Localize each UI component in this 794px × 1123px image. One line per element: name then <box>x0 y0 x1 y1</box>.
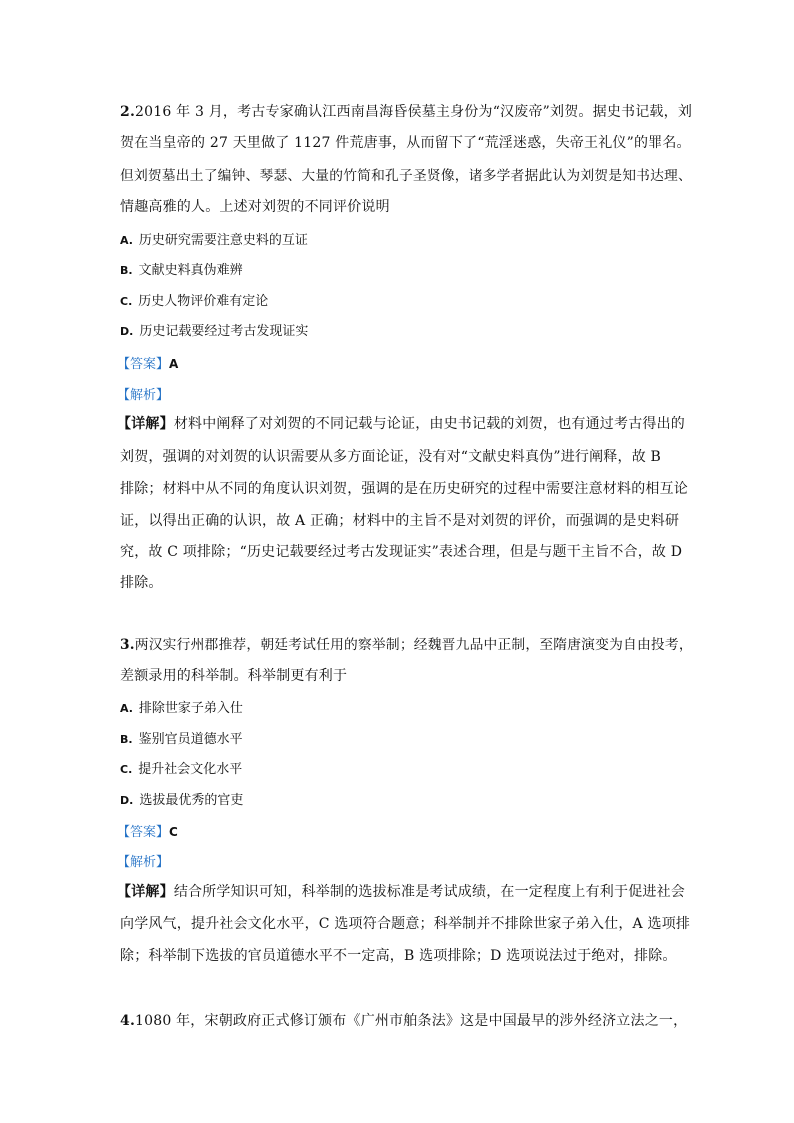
q3-option-b-text: 鉴别官员道德水平 <box>138 732 243 747</box>
q3-option-c <box>120 758 242 777</box>
q2-answer-value: A <box>169 357 179 371</box>
q3-detail-line-3: 除；科举制下选拔的官员道德水平不一定高，B 选项排除；D 选项说法过于绝对，排除。 <box>120 948 677 964</box>
q3-detail-text-1: 结合所学知识可知，科举制的选拔标准是考试成绩，在一定程度上有利于促进社会 <box>173 884 686 900</box>
q2-option-b <box>120 259 243 278</box>
q3-option-d-label: D. <box>120 794 134 807</box>
q3-answer <box>117 821 178 840</box>
q3-option-d <box>120 789 243 808</box>
q3-option-b <box>120 728 243 747</box>
q2-answer <box>117 353 178 372</box>
q2-detail-line-5: 究，故 C 项排除；“历史记载要经过考古发现证实”表述合理，但是与题干主旨不合，故 D <box>120 544 683 560</box>
q3-option-a-text: 排除世家子弟入仕 <box>138 701 243 716</box>
q2-analysis-tag: 【解析】 <box>117 388 170 403</box>
q2-option-d-label: D. <box>120 325 134 338</box>
q2-stem-line-4: 情趣高雅的人。上述对刘贺的不同评价说明 <box>120 199 390 215</box>
q2-stem-line-1 <box>120 101 692 121</box>
q3-detail-line-1 <box>117 881 685 901</box>
q3-analysis-tag: 【解析】 <box>117 855 170 870</box>
q3-option-c-label: C. <box>120 763 133 776</box>
q2-option-d <box>120 320 308 339</box>
q2-detail-line-4: 证，以得出正确的认识，故 A 正确；材料中的主旨不是对刘贺的评价，而强调的是史料研 <box>120 513 680 529</box>
q3-option-a <box>120 697 243 716</box>
q2-detail-text-1: 材料中阐释了对刘贺的不同记载与论证，由史书记载的刘贺，也有通过考古得出的 <box>173 416 686 432</box>
q2-detail-line-2: 刘贺，强调的对刘贺的认识需要从多方面论证，没有对“文献史料真伪”进行阐释，故 B <box>120 449 662 465</box>
q2-option-b-label: B. <box>120 264 133 277</box>
q4-question-number: 4. <box>120 1013 136 1029</box>
q3-detail-tag: 【详解】 <box>117 884 174 900</box>
q3-stem-text: 两汉实行州郡推荐，朝廷考试任用的察举制；经魏晋九品中正制，至隋唐演变为自由投考， <box>134 637 693 653</box>
q3-stem-line-1 <box>120 633 693 653</box>
q2-answer-tag: 【答案】 <box>117 357 170 372</box>
q3-stem-line-2: 差额录用的科举制。科举制更有利于 <box>120 668 348 684</box>
q2-option-a-text: 历史研究需要注意史料的互证 <box>138 233 308 248</box>
q3-option-a-label: A. <box>120 702 133 715</box>
q2-stem-text: 2016 年 3 月，考古专家确认江西南昌海昏侯墓主身份为“汉废帝”刘贺。据史书记载，刘 <box>135 104 693 120</box>
q2-option-a <box>120 229 308 248</box>
q3-question-number: 3. <box>120 637 135 653</box>
q4-stem-line-1 <box>120 1010 687 1030</box>
q3-detail-line-2: 向学风气，提升社会文化水平，C 选项符合题意；科举制并不排除世家子弟入仕，A 选项排 <box>120 916 691 932</box>
q2-option-c-label: C. <box>120 295 133 308</box>
q2-option-c-text: 历史人物评价难有定论 <box>138 294 269 309</box>
q3-option-b-label: B. <box>120 733 133 746</box>
q3-option-d-text: 选拔最优秀的官吏 <box>139 793 244 808</box>
q2-option-a-label: A. <box>120 234 133 247</box>
q4-stem-text: 1080 年，宋朝政府正式修订颁布《广州市舶条法》这是中国最早的涉外经济立法之一， <box>135 1013 688 1029</box>
q2-option-c <box>120 290 268 309</box>
q3-option-c-text: 提升社会文化水平 <box>138 762 243 777</box>
q2-option-d-text: 历史记载要经过考古发现证实 <box>139 324 309 339</box>
q2-detail-tag: 【详解】 <box>117 416 174 432</box>
q2-stem-line-3: 但刘贺墓出土了编钟、琴瑟、大量的竹简和孔子圣贤像，诸多学者据此认为刘贺是知书达理、 <box>120 168 692 184</box>
q2-analysis-heading <box>117 384 169 403</box>
q2-detail-line-1 <box>117 413 685 433</box>
q2-question-number: 2. <box>120 104 136 120</box>
q2-detail-line-3: 排除；材料中从不同的角度认识刘贺，强调的是在历史研究的过程中需要注意材料的相互论 <box>120 481 688 497</box>
q2-option-b-text: 文献史料真伪难辨 <box>138 263 243 278</box>
q2-stem-line-2: 贺在当皇帝的 27 天里做了 1127 件荒唐事，从而留下了“荒淫迷惑，失帝王礼仪”的罪名。 <box>120 135 691 151</box>
q2-detail-line-6: 排除。 <box>120 575 163 591</box>
q3-analysis-heading <box>117 851 169 870</box>
q3-answer-value: C <box>169 825 178 839</box>
q3-answer-tag: 【答案】 <box>117 825 170 840</box>
